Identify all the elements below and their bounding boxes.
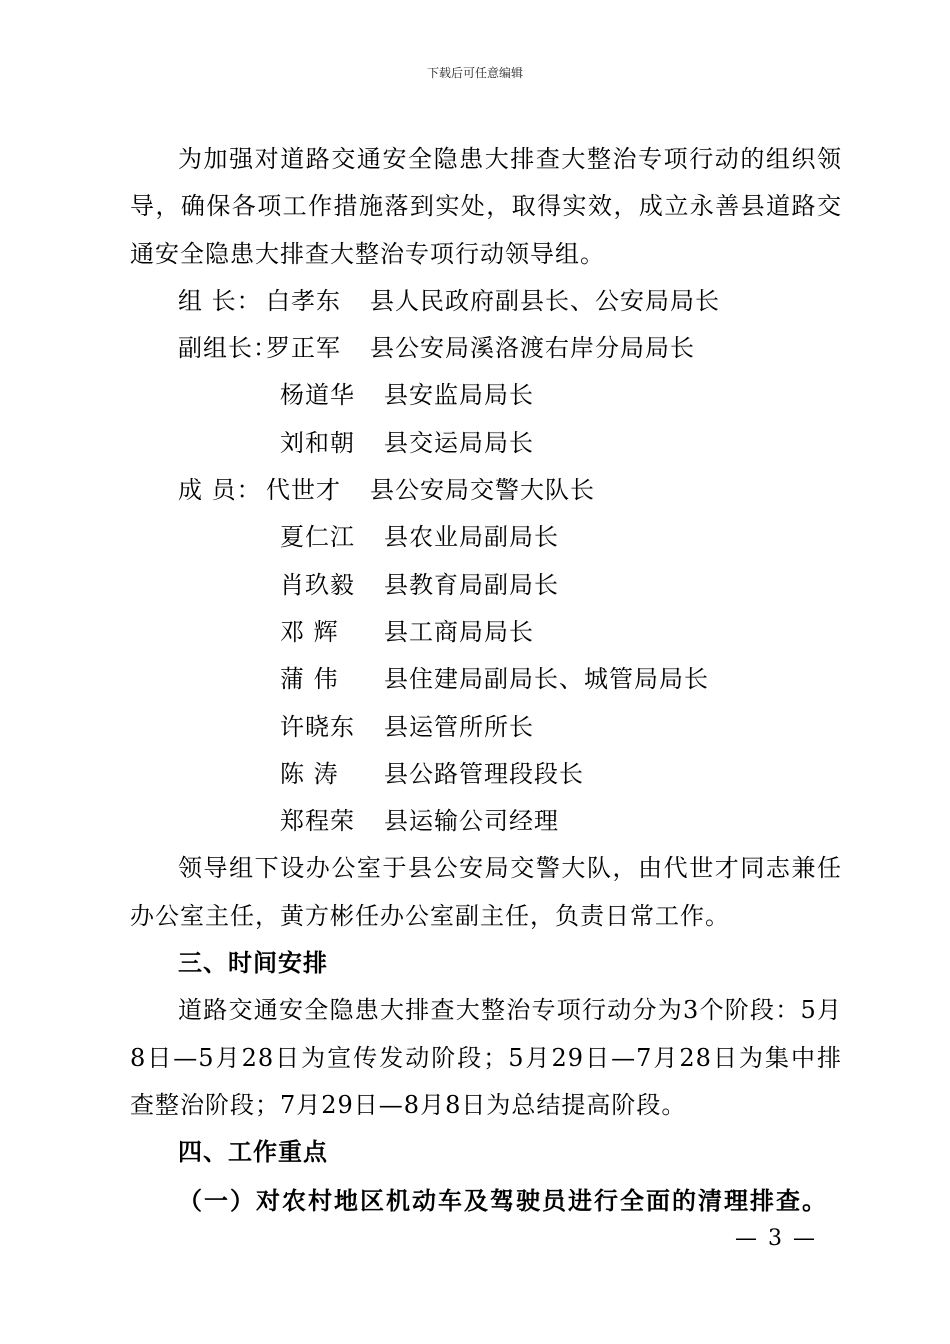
section-heading: 三、时间安排 [178,949,328,978]
leader-row [130,278,842,325]
member-row [130,562,842,609]
deputy-title: 县交运局局长 [384,428,534,457]
page-header: 下载后可任意编辑 [426,66,523,80]
member-title: 县公路管理段段长 [384,759,584,788]
leader-title: 县人民政府副县长、公安局局长 [370,286,720,315]
leader-name: 白孝东 [266,286,341,315]
leader-role-label: 组 长： [178,286,262,315]
member-role-label: 成 员： [178,476,262,505]
member-name: 蒲 伟 [280,665,339,694]
deputy-row [130,325,842,372]
member-title: 县工商局局长 [384,617,534,646]
member-title: 县教育局副局长 [384,570,559,599]
member-name: 郑程荣 [280,807,355,836]
deputy-role-label: 副组长： [178,334,278,363]
deputy-title: 县公安局溪洛渡右岸分局局长 [370,334,695,363]
intro-paragraph: 为加强对道路交通安全隐患大排查大整治专项行动的组织领导，确保各项工作措施落到实处，取得实效，成立永善县道路交通安全隐患大排查大整治专项行动领导组。 [130,145,842,268]
deputy-name: 杨道华 [280,381,355,410]
deputy-name: 罗正军 [266,334,341,363]
member-row [130,751,842,798]
member-title: 县运管所所长 [384,712,534,741]
document-body [130,136,842,1224]
deputy-row [130,420,842,467]
deputy-title: 县安监局局长 [384,381,534,410]
office-paragraph: 领导组下设办公室于县公安局交警大队，由代世才同志兼任办公室主任，黄方彬任办公室副主任，负责日常工作。 [130,854,842,930]
member-row [130,798,842,845]
member-row [130,467,842,514]
deputy-row [130,372,842,419]
page-number: — 3 — [735,1226,817,1251]
section-heading: 四、工作重点 [178,1138,328,1167]
member-row [130,704,842,751]
member-name: 邓 辉 [280,617,339,646]
member-title: 县住建局副局长、城管局局长 [384,665,709,694]
member-title: 县公安局交警大队长 [370,476,595,505]
member-name: 肖玖毅 [280,570,355,599]
member-title: 县农业局副局长 [384,523,559,552]
member-name: 代世才 [266,476,341,505]
member-name: 陈 涛 [280,759,339,788]
member-row [130,514,842,561]
member-row [130,656,842,703]
deputy-name: 刘和朝 [280,428,355,457]
schedule-paragraph: 道路交通安全隐患大排查大整治专项行动分为3个阶段：5月8日—5月28日为宣传发动阶段；5月29日—7月28日为集中排查整治阶段；7月29日—8月8日为总结提高阶段。 [130,996,842,1119]
subsection-heading: （一）对农村地区机动车及驾驶员进行全面的清理排查。 [178,1185,828,1215]
member-row [130,609,842,656]
member-name: 夏仁江 [280,523,355,552]
member-title: 县运输公司经理 [384,807,559,836]
member-name: 许晓东 [280,712,355,741]
